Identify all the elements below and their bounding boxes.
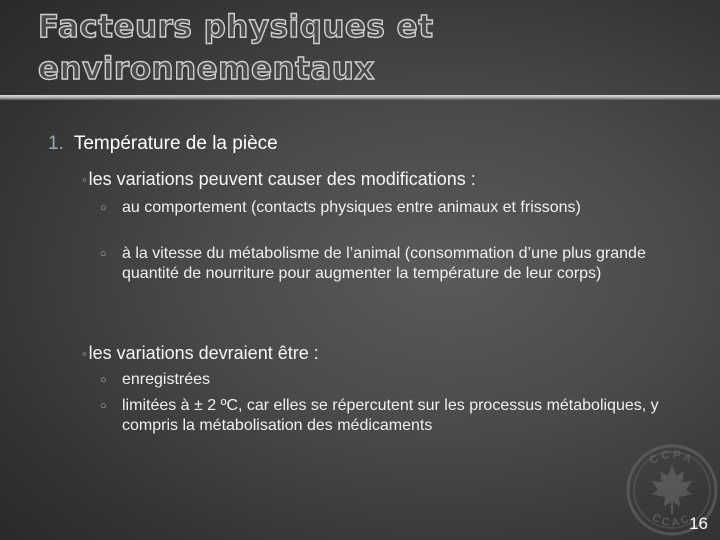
sub-bullet-text: à la vitesse du métabolisme de l’animal (consommation d’une plus grande quantité de nourriture pour augmenter la température de leur corps): [122, 245, 646, 282]
bullet-item: [82, 342, 319, 365]
sub-bullet-text: limitées à ± 2 ºC, car elles se répercutent sur les processus métaboliques, y compris la métabolisation des médicaments: [122, 397, 659, 434]
svg-text:CCAC: CCAC: [649, 511, 695, 530]
circle-bullet-icon: ○: [100, 202, 107, 214]
svg-text:CCPA: CCPA: [647, 448, 697, 468]
sub-bullet-text: au comportement (contacts physiques entre animaux et frissons): [122, 199, 581, 216]
sub-bullet-text: enregistrées: [122, 371, 211, 388]
sub-bullet-item: [100, 198, 665, 218]
slide-title: Facteurs physiques et environnementaux: [38, 9, 434, 87]
item-number: 1.: [48, 133, 64, 154]
sub-bullet-item: [100, 396, 665, 436]
circle-bullet-icon: ○: [100, 248, 107, 260]
numbered-item-1: [48, 132, 278, 156]
bullet-item: [82, 168, 476, 191]
circle-bullet-icon: ○: [100, 400, 107, 412]
bullet-text: les variations devraient être :: [88, 343, 319, 363]
page-number: 16: [689, 514, 708, 533]
title-underline: [0, 95, 720, 100]
bullet-text: les variations peuvent causer des modifications :: [88, 169, 476, 189]
circle-bullet-icon: ○: [100, 374, 107, 386]
sub-bullet-item: [100, 244, 665, 284]
bullet-icon: ◦: [82, 346, 87, 361]
bullet-icon: ◦: [82, 172, 87, 187]
item-heading: Température de la pièce: [73, 133, 278, 154]
sub-bullet-item: [100, 370, 665, 390]
